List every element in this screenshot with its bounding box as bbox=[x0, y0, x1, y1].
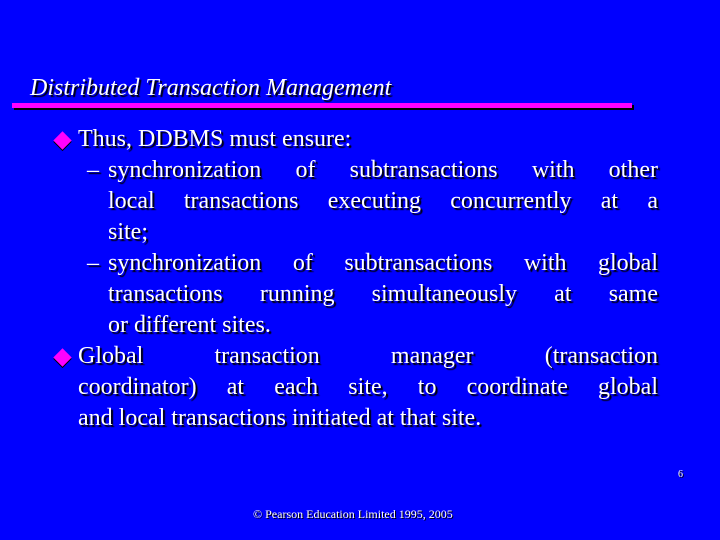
bullet-item bbox=[78, 124, 658, 155]
sub-item bbox=[108, 155, 658, 248]
bullet-line: Global transaction manager (transaction bbox=[78, 343, 658, 369]
slide-title: Distributed Transaction Management bbox=[30, 75, 392, 101]
bullet-diamond-icon bbox=[53, 348, 71, 366]
title-underline-bar bbox=[12, 103, 632, 108]
bullet-line: and local transactions initiated at that site. bbox=[78, 405, 482, 431]
sub-item-line: synchronization of subtransactions with other bbox=[108, 157, 658, 183]
sub-item-line: or different sites. bbox=[108, 312, 271, 338]
bullet-diamond-icon bbox=[53, 131, 71, 149]
page-number: 6 bbox=[678, 469, 683, 480]
sub-item-dash: – bbox=[87, 250, 99, 276]
copyright-footer: © Pearson Education Limited 1995, 2005 bbox=[253, 507, 453, 521]
sub-item-line: transactions running simultaneously at same bbox=[108, 281, 658, 307]
bullet-item bbox=[78, 341, 658, 434]
sub-item-line: local transactions executing concurrently at a bbox=[108, 188, 658, 214]
title-wrap bbox=[30, 74, 391, 102]
bullet-text: Thus, DDBMS must ensure: bbox=[78, 126, 352, 152]
sub-item bbox=[108, 248, 658, 341]
sub-item-dash: – bbox=[87, 157, 99, 183]
bullet-line: coordinator) at each site, to coordinate global bbox=[78, 374, 658, 400]
sub-item-line: synchronization of subtransactions with global bbox=[108, 250, 658, 276]
sub-item-line: site; bbox=[108, 219, 148, 245]
